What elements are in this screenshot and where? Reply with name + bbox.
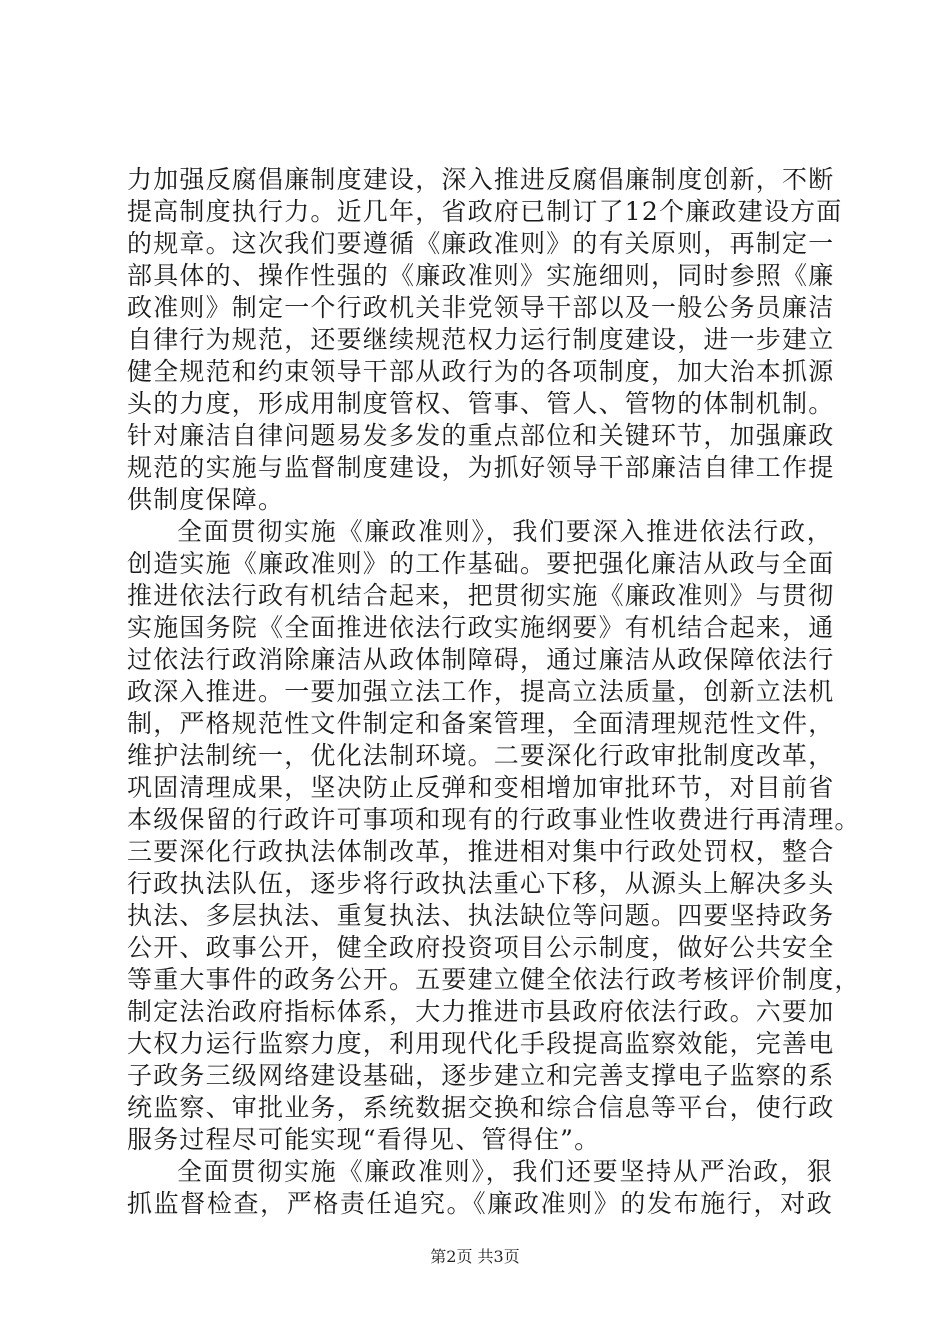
text-line: 巩固清理成果，坚决防止反弹和变相增加审批环节，对目前省 [127,773,835,802]
text-line: 部具体的、操作性强的《廉政准则》实施细则，同时参照《廉 [127,261,835,290]
text-line: 提高制度执行力。近几年，省政府已制订了12个廉政建设方面 [127,197,843,226]
text-line: 自律行为规范，还要继续规范权力运行制度建设，进一步建立 [127,325,835,354]
text-line: 针对廉洁自律问题易发多发的重点部位和关键环节，加强廉政 [127,421,835,450]
text-line: 公开、政事公开，健全政府投资项目公示制度，做好公共安全 [127,933,835,962]
document-body [127,164,861,1220]
text-line: 过依法行政消除廉洁从政体制障碍，通过廉洁从政保障依法行 [127,645,835,674]
text-line: 本级保留的行政许可事项和现有的行政事业性收费进行再清理。 [127,805,861,834]
text-line: 规范的实施与监督制度建设，为抓好领导干部廉洁自律工作提 [127,453,835,482]
text-line: 服务过程尽可能实现“看得见、管得住”。 [127,1125,601,1154]
text-line: 政深入推进。一要加强立法工作，提高立法质量，创新立法机 [127,677,835,706]
text-line: 头的力度，形成用制度管权、管事、管人、管物的体制机制。 [127,389,835,418]
text-line: 实施国务院《全面推进依法行政实施纲要》有机结合起来，通 [127,613,835,642]
text-line: 健全规范和约束领导干部从政行为的各项制度，加大治本抓源 [127,357,835,386]
text-line: 等重大事件的政务公开。五要建立健全依法行政考核评价制度， [127,965,861,994]
text-line: 子政务三级网络建设基础，逐步建立和完善支撑电子监察的系 [127,1061,835,1090]
text-line: 力加强反腐倡廉制度建设，深入推进反腐倡廉制度创新，不断 [127,165,835,194]
text-line: 制定法治政府指标体系，大力推进市县政府依法行政。六要加 [127,997,835,1026]
text-line: 维护法制统一，优化法制环境。二要深化行政审批制度改革， [127,741,835,770]
text-line: 全面贯彻实施《廉政准则》，我们还要坚持从严治政，狠 [177,1157,833,1186]
text-line: 全面贯彻实施《廉政准则》，我们要深入推进依法行政， [177,517,833,546]
text-line: 供制度保障。 [127,485,285,514]
text-line: 创造实施《廉政准则》的工作基础。要把强化廉洁从政与全面 [127,549,835,578]
text-line: 的规章。这次我们要遵循《廉政准则》的有关原则，再制定一 [127,229,835,258]
page-number-label: 第2页 共3页 [430,1247,520,1266]
text-line: 行政执法队伍，逐步将行政执法重心下移，从源头上解决多头 [127,869,835,898]
text-line: 执法、多层执法、重复执法、执法缺位等问题。四要坚持政务 [127,901,835,930]
text-line: 大权力运行监察力度，利用现代化手段提高监察效能，完善电 [127,1029,835,1058]
page-footer [0,1244,950,1267]
text-line: 推进依法行政有机结合起来，把贯彻实施《廉政准则》与贯彻 [127,581,835,610]
text-line: 政准则》制定一个行政机关非党领导干部以及一般公务员廉洁 [127,293,835,322]
text-line: 制，严格规范性文件制定和备案管理，全面清理规范性文件， [127,709,835,738]
text-line: 统监察、审批业务，系统数据交换和综合信息等平台，使行政 [127,1093,835,1122]
text-line: 抓监督检查，严格责任追究。《廉政准则》的发布施行，对政 [127,1189,833,1218]
text-line: 三要深化行政执法体制改革，推进相对集中行政处罚权，整合 [127,837,835,866]
